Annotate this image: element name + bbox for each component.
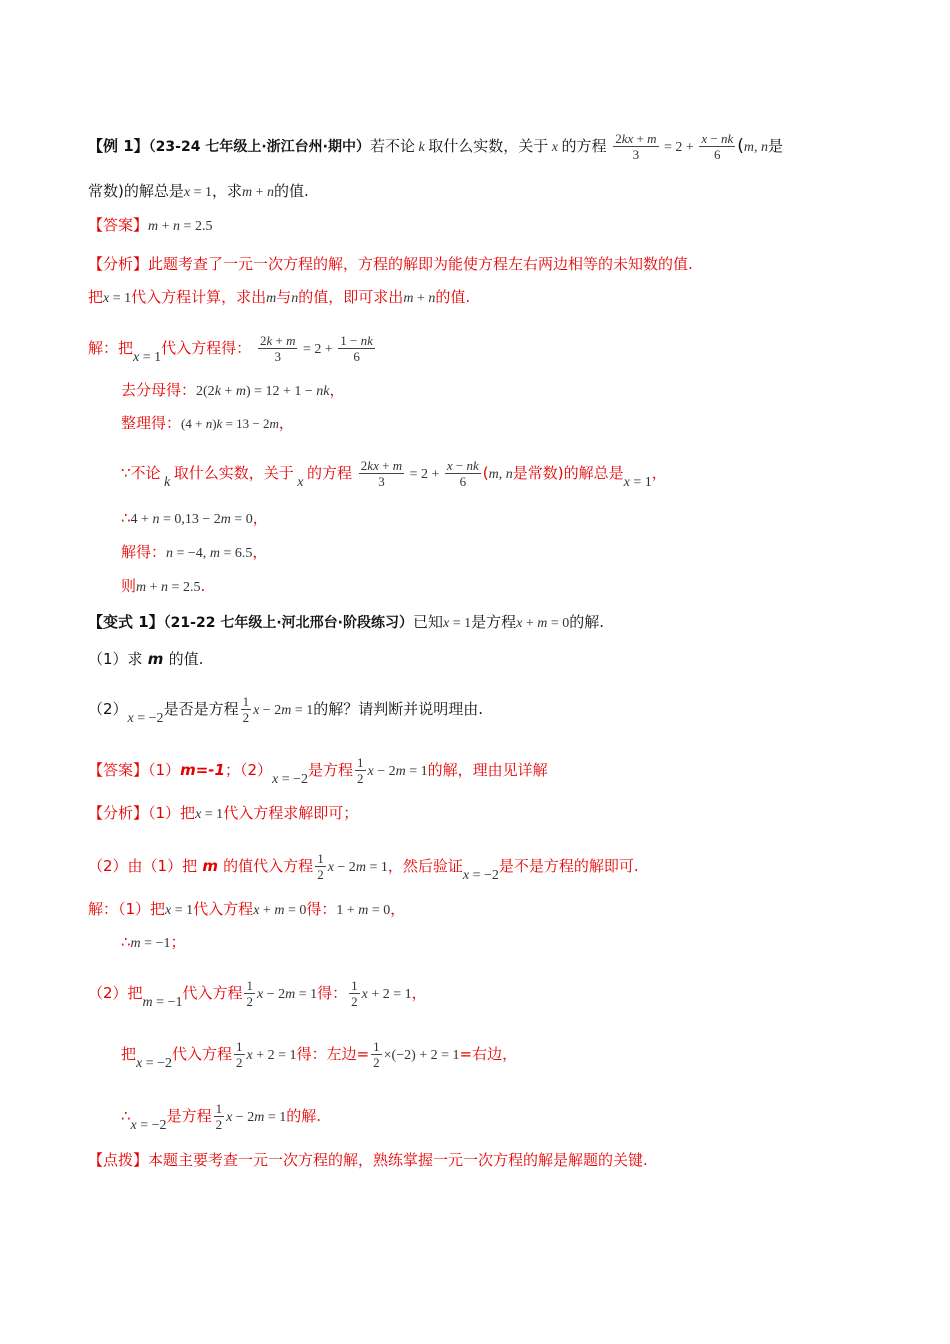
text: 代入方程	[193, 900, 254, 918]
text: 是方程	[471, 613, 517, 631]
text: 的解总是	[563, 464, 624, 482]
text: ∴	[121, 1107, 131, 1125]
fraction: $\frac{x - nk}{6}$	[446, 458, 479, 489]
text: 的值，即可求出	[298, 288, 404, 306]
text: 的方程	[561, 137, 607, 155]
example-solution-1: 解：把x = 1代入方程得： $\frac{2k + m}{3}$ = 2 + $\frac{1 - nk}{6}$	[88, 333, 373, 365]
text: =右边，	[459, 1045, 518, 1063]
example-question-line-2: 常数)的解总是x = 1，求m + n的值.	[88, 182, 309, 200]
text: 【分析】	[88, 255, 149, 273]
text: 代入方程计算，求出	[131, 288, 267, 306]
fraction: $\frac{1}{2}$	[246, 978, 253, 1009]
text: 代入方程得：	[161, 339, 252, 357]
text: 【答案】	[88, 761, 149, 779]
text: 取什么实数，关于	[173, 464, 294, 482]
text: 是	[767, 137, 783, 155]
text: 是方程	[308, 761, 354, 779]
text: 得：左边=	[296, 1045, 370, 1063]
variant-answer: 【答案】（1）m=-1；（2）x = −2是方程 $\frac{1}{2}$ x − 2m = 1的解，理由见详解	[88, 755, 548, 787]
text: ；（2）	[224, 761, 272, 779]
variant-part-1: （1）求 m 的值.	[88, 650, 204, 668]
text: ，然后验证	[387, 857, 463, 875]
text: 与	[276, 288, 292, 306]
text: 是否是方程	[163, 700, 239, 718]
text: 的解.	[569, 613, 605, 631]
example-step-1: 去分母得：2(2k + m) = 12 + 1 − nk，	[121, 381, 345, 399]
text: 的值.	[274, 182, 309, 200]
fraction: $\frac{1}{2}$	[351, 978, 358, 1009]
text: 若不论	[369, 137, 415, 155]
variant-solution-3: （2）把m = −1代入方程 $\frac{1}{2}$ x − 2m = 1得： $\frac{1}{2}$ x + 2 = 1，	[88, 978, 427, 1010]
text: ∴	[121, 509, 131, 527]
text: 的解，理由见详解	[427, 761, 548, 779]
text: 的值代入方程	[223, 857, 314, 875]
example-answer: 【答案】m + n = 2.5	[88, 216, 213, 234]
text: 解：（1）把	[88, 900, 166, 918]
variant-part-2: （2）x = −2是否是方程 $\frac{1}{2}$ x − 2m = 1的解？请判断并说明理由.	[88, 694, 484, 726]
example-source: （23-24 七年级上·浙江台州·期中）	[148, 139, 370, 155]
variant-tag: 【变式 1】	[88, 613, 164, 631]
text: ，求	[211, 182, 242, 200]
variant-analysis-2: （2）由（1）把 m 的值代入方程 $\frac{1}{2}$ x − 2m = 1，然后验证x = −2是不是方程的解即可.	[88, 851, 639, 883]
text: 的方程	[307, 464, 353, 482]
fraction: $\frac{1}{2}$	[357, 755, 364, 786]
text: 代入方程	[172, 1045, 233, 1063]
fraction: $\frac{1 - nk}{6}$	[340, 333, 373, 364]
example-because: ∵不论 k 取什么实数，关于 x 的方程 $\frac{2kx + m}{3}$ = 2 + $\frac{x - nk}{6}$ (m, n是常数)的解总是x = 1，	[121, 458, 667, 490]
example-then: 则m + n = 2.5.	[121, 577, 206, 595]
text: 的解？请判断并说明理由.	[313, 700, 484, 718]
variant-source: （21-22 七年级上·河北邢台·阶段练习）	[163, 615, 413, 631]
text: （1）把	[148, 804, 196, 822]
variant-solution-5: ∴x = −2是方程 $\frac{1}{2}$ x − 2m = 1的解.	[121, 1101, 322, 1133]
fraction: $\frac{1}{2}$	[236, 1039, 243, 1070]
fraction: $\frac{2kx + m}{3}$	[615, 131, 657, 162]
fraction: $\frac{2kx + m}{3}$	[360, 458, 403, 489]
text: 【分析】	[88, 804, 149, 822]
text: 的解.	[286, 1107, 322, 1125]
text: 解：把	[88, 339, 134, 357]
text: 的值.	[435, 288, 471, 306]
text: 去分母得：	[121, 381, 197, 399]
text: 则	[121, 577, 137, 595]
text: 把	[121, 1045, 137, 1063]
example-analysis-1	[88, 254, 693, 274]
text: 是常数	[512, 464, 558, 482]
fraction: $\frac{2k + m}{3}$	[259, 333, 296, 364]
text: 【点拨】	[88, 1151, 149, 1169]
variant-solution-2: ∴m = −1；	[121, 933, 186, 951]
example-therefore: ∴4 + n = 0,13 − 2m = 0，	[121, 509, 268, 527]
variant-analysis-1: 【分析】（1）把x = 1代入方程求解即可；	[88, 804, 359, 822]
text: 解得：	[121, 543, 167, 561]
text: 本题主要考查一元一次方程的解，熟练掌握一元一次方程的解是解题的关键.	[148, 1151, 648, 1169]
text: 【答案】	[88, 216, 149, 234]
text: 此题考查了一元一次方程的解，方程的解即为能使方程左右两边相等的未知数的值.	[148, 255, 693, 273]
variant-solution-1: 解：（1）把x = 1代入方程x + m = 0得：1 + m = 0，	[88, 900, 406, 918]
text: 代入方程	[182, 984, 243, 1002]
text: （1）	[148, 761, 181, 779]
text: 是方程	[166, 1107, 212, 1125]
text: （2）	[88, 700, 128, 718]
text: ∵不论	[121, 464, 161, 482]
text: 把	[88, 288, 104, 306]
fraction: $\frac{1}{2}$	[215, 1101, 223, 1132]
text: （1）求	[88, 650, 143, 668]
variant-solution-4: 把x = −2代入方程 $\frac{1}{2}$ x + 2 = 1得：左边= $\frac{1}{2}$ ×(−2) + 2 = 1=右边，	[121, 1039, 518, 1071]
example-analysis-2: 把x = 1代入方程计算，求出m与n的值，即可求出m + n的值.	[88, 288, 471, 306]
text: m=-1	[180, 761, 225, 779]
variant-tip	[88, 1150, 648, 1170]
text: 代入方程求解即可；	[223, 804, 359, 822]
fraction: $\frac{1}{2}$	[317, 851, 324, 882]
text: ∴	[121, 933, 131, 951]
text: 得：	[317, 984, 348, 1002]
fraction: $\frac{1}{2}$	[373, 1039, 380, 1070]
example-solve: 解得：n = −4, m = 6.5，	[121, 543, 268, 561]
example-tag: 【例 1】	[88, 137, 149, 155]
text: 得：	[306, 900, 337, 918]
variant-question: 【变式 1】（21-22 七年级上·河北邢台·阶段练习）已知x = 1是方程x + m = 0的解.	[88, 613, 605, 631]
text: 取什么实数，关于	[428, 137, 549, 155]
fraction: $\frac{1}{2}$	[242, 694, 250, 725]
text: 的值.	[168, 650, 204, 668]
text: 整理得：	[121, 414, 182, 432]
text: （2）由（1）把	[88, 857, 198, 875]
example-step-2: 整理得：(4 + n)k = 13 − 2m，	[121, 414, 294, 432]
example-question-line-1: 【例 1】（23-24 七年级上·浙江台州·期中）若不论 k 取什么实数，关于 x 的方程 $\frac{2kx + m}{3}$ = 2 + $\frac{x - nk}{6}$ (m, n是	[88, 131, 783, 162]
text: （2）把	[88, 984, 143, 1002]
text: 已知	[412, 613, 443, 631]
text: 常数)的解总是	[88, 182, 184, 200]
text: 是不是方程的解即可.	[498, 857, 639, 875]
fraction: $\frac{x - nk}{6}$	[701, 131, 734, 162]
